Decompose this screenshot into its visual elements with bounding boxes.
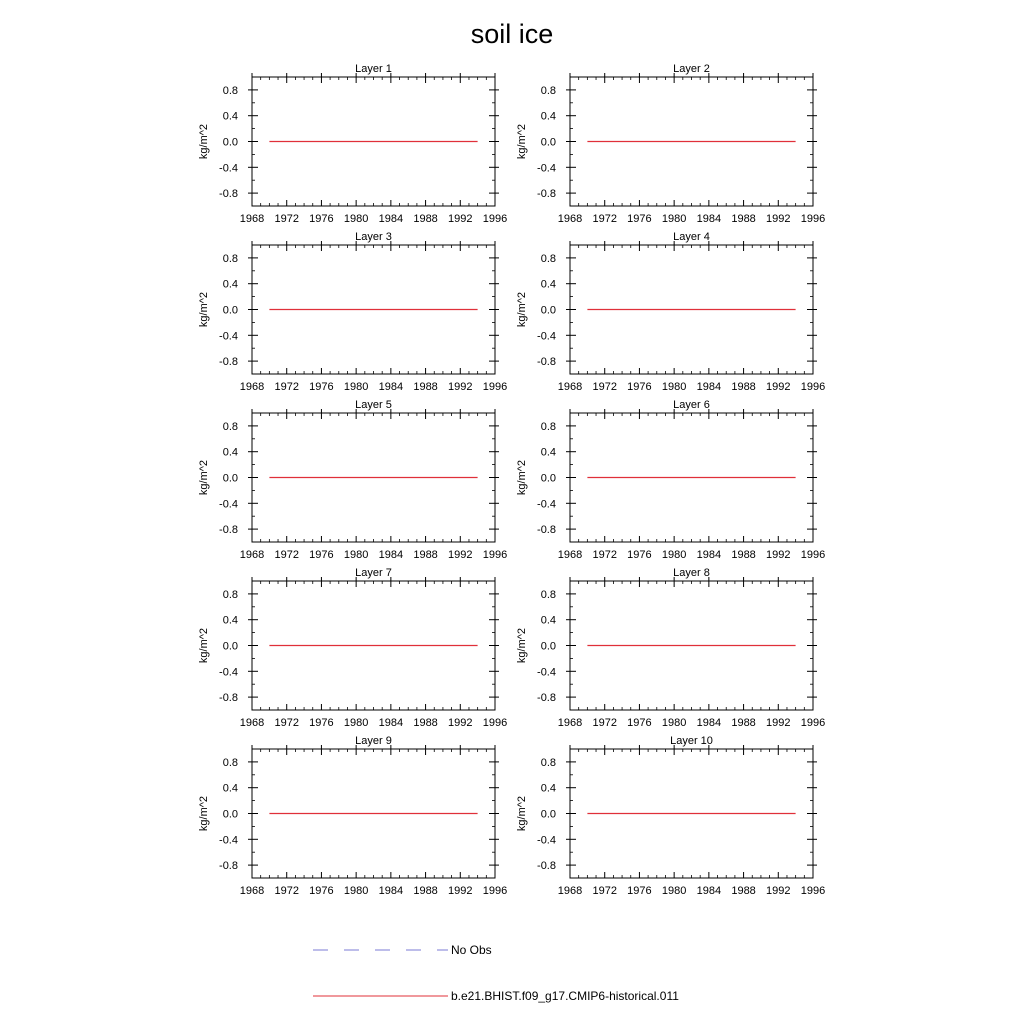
y-tick-label: -0.4	[537, 162, 556, 175]
x-tick-label: 1984	[696, 549, 722, 561]
x-tick-label: 1980	[343, 213, 369, 225]
panel-layer-2	[516, 63, 825, 225]
y-tick-label: -0.4	[219, 162, 238, 175]
x-tick-label: 1988	[731, 549, 756, 561]
x-tick-label: 1976	[309, 381, 334, 393]
y-tick-label: -0.4	[537, 498, 556, 511]
x-tick-label: 1996	[482, 549, 508, 561]
panel-layer-1	[198, 63, 507, 225]
panel-layer-9	[198, 735, 507, 897]
x-tick-label: 1976	[627, 717, 652, 729]
y-tick-label: -0.4	[537, 330, 556, 343]
x-tick-label: 1968	[239, 717, 265, 729]
x-tick-label: 1980	[343, 381, 369, 393]
panel-layer-3	[198, 231, 507, 393]
x-tick-label: 1996	[800, 213, 826, 225]
x-tick-label: 1996	[800, 717, 826, 729]
x-tick-label: 1972	[274, 381, 299, 393]
x-tick-label: 1980	[661, 885, 687, 897]
x-tick-label: 1980	[661, 549, 687, 561]
x-tick-label: 1980	[343, 717, 369, 729]
y-tick-label: -0.4	[537, 666, 556, 679]
y-tick-label: 0.0	[222, 808, 238, 821]
y-tick-label: -0.8	[219, 524, 238, 537]
y-tick-label: 0.8	[540, 756, 556, 769]
y-tick-label: 0.4	[540, 110, 556, 123]
x-tick-label: 1976	[627, 381, 652, 393]
x-tick-label: 1988	[413, 381, 438, 393]
x-tick-label: 1988	[413, 717, 438, 729]
y-tick-label: -0.8	[219, 692, 238, 705]
y-tick-label: 0.0	[540, 304, 556, 317]
y-tick-label: 0.8	[540, 84, 556, 97]
y-axis-label: kg/m^2	[516, 459, 528, 496]
panel-title: Layer 7	[355, 567, 392, 579]
x-tick-label: 1984	[378, 717, 404, 729]
panel-layer-6	[516, 399, 825, 561]
x-tick-label: 1988	[731, 717, 756, 729]
y-tick-label: 0.0	[540, 808, 556, 821]
x-tick-label: 1968	[239, 885, 265, 897]
x-tick-label: 1996	[482, 885, 508, 897]
x-tick-label: 1972	[274, 549, 299, 561]
x-tick-label: 1992	[766, 213, 791, 225]
x-tick-label: 1988	[731, 885, 756, 897]
y-tick-label: 0.8	[222, 252, 238, 265]
panel-layer-5	[198, 399, 507, 561]
x-tick-label: 1976	[627, 549, 652, 561]
x-tick-label: 1972	[274, 213, 299, 225]
x-tick-label: 1980	[661, 381, 687, 393]
x-tick-label: 1968	[557, 381, 583, 393]
x-tick-label: 1976	[309, 717, 334, 729]
y-tick-label: 0.8	[222, 588, 238, 601]
y-axis-label: kg/m^2	[198, 627, 210, 664]
x-tick-label: 1968	[557, 549, 583, 561]
x-tick-label: 1984	[378, 549, 404, 561]
y-tick-label: 0.8	[222, 420, 238, 433]
x-tick-label: 1980	[343, 549, 369, 561]
x-tick-label: 1972	[592, 381, 617, 393]
x-tick-label: 1968	[239, 381, 265, 393]
x-tick-label: 1992	[448, 213, 473, 225]
x-tick-label: 1968	[557, 213, 583, 225]
x-tick-label: 1992	[766, 381, 791, 393]
y-tick-label: -0.8	[537, 524, 556, 537]
y-axis-label: kg/m^2	[198, 291, 210, 328]
y-tick-label: 0.4	[222, 278, 238, 291]
panel-title: Layer 4	[673, 231, 710, 243]
x-tick-label: 1996	[800, 885, 826, 897]
panel-title: Layer 2	[673, 63, 710, 75]
y-tick-label: -0.8	[219, 188, 238, 201]
y-tick-label: 0.4	[222, 614, 238, 627]
y-tick-label: 0.8	[540, 420, 556, 433]
y-axis-label: kg/m^2	[516, 795, 528, 832]
panel-title: Layer 6	[673, 399, 710, 411]
y-tick-label: -0.8	[537, 860, 556, 873]
y-tick-label: 0.8	[222, 756, 238, 769]
y-axis-label: kg/m^2	[516, 291, 528, 328]
y-tick-label: -0.4	[219, 834, 238, 847]
x-tick-label: 1980	[661, 213, 687, 225]
x-tick-label: 1984	[378, 885, 404, 897]
x-tick-label: 1996	[800, 381, 826, 393]
legend-label: b.e21.BHIST.f09_g17.CMIP6-historical.011	[451, 989, 679, 1003]
y-axis-label: kg/m^2	[516, 627, 528, 664]
y-tick-label: 0.8	[540, 588, 556, 601]
y-axis-label: kg/m^2	[198, 795, 210, 832]
y-tick-label: 0.0	[540, 136, 556, 149]
x-tick-label: 1996	[482, 213, 508, 225]
x-tick-label: 1984	[696, 717, 722, 729]
y-tick-label: 0.0	[222, 472, 238, 485]
y-tick-label: 0.0	[222, 304, 238, 317]
x-tick-label: 1980	[661, 717, 687, 729]
panel-title: Layer 5	[355, 399, 392, 411]
y-tick-label: 0.8	[222, 84, 238, 97]
panel-title: Layer 9	[355, 735, 392, 747]
legend-label: No Obs	[451, 943, 492, 957]
figure-title: soil ice	[470, 19, 554, 49]
y-axis-label: kg/m^2	[516, 123, 528, 160]
x-tick-label: 1992	[448, 885, 473, 897]
x-tick-label: 1988	[731, 213, 756, 225]
legend	[313, 943, 679, 1003]
x-tick-label: 1988	[413, 549, 438, 561]
x-tick-label: 1976	[309, 213, 334, 225]
panel-layer-8	[516, 567, 825, 729]
x-tick-label: 1992	[766, 885, 791, 897]
y-tick-label: 0.4	[540, 614, 556, 627]
y-tick-label: -0.8	[537, 356, 556, 369]
y-tick-label: -0.4	[219, 330, 238, 343]
x-tick-label: 1992	[766, 549, 791, 561]
x-tick-label: 1984	[696, 213, 722, 225]
panel-layer-4	[516, 231, 825, 393]
x-tick-label: 1972	[274, 717, 299, 729]
panel-title: Layer 8	[673, 567, 710, 579]
y-tick-label: 0.4	[540, 782, 556, 795]
panel-title: Layer 10	[670, 735, 713, 747]
x-tick-label: 1996	[800, 549, 826, 561]
y-tick-label: 0.4	[222, 446, 238, 459]
panel-grid	[198, 63, 825, 897]
x-tick-label: 1968	[557, 885, 583, 897]
panel-title: Layer 1	[355, 63, 392, 75]
y-tick-label: -0.8	[219, 860, 238, 873]
x-tick-label: 1972	[592, 549, 617, 561]
x-tick-label: 1988	[413, 213, 438, 225]
x-tick-label: 1976	[309, 549, 334, 561]
y-tick-label: 0.0	[540, 640, 556, 653]
x-tick-label: 1996	[482, 717, 508, 729]
x-tick-label: 1984	[696, 885, 722, 897]
y-tick-label: 0.0	[222, 136, 238, 149]
x-tick-label: 1984	[696, 381, 722, 393]
x-tick-label: 1968	[557, 717, 583, 729]
x-tick-label: 1988	[731, 381, 756, 393]
panel-title: Layer 3	[355, 231, 392, 243]
panel-layer-7	[198, 567, 507, 729]
y-tick-label: -0.4	[219, 666, 238, 679]
x-tick-label: 1992	[448, 381, 473, 393]
y-tick-label: 0.0	[222, 640, 238, 653]
y-tick-label: -0.8	[219, 356, 238, 369]
y-tick-label: 0.4	[222, 782, 238, 795]
x-tick-label: 1972	[592, 213, 617, 225]
y-tick-label: -0.8	[537, 188, 556, 201]
y-tick-label: -0.4	[537, 834, 556, 847]
y-tick-label: 0.4	[540, 278, 556, 291]
x-tick-label: 1972	[592, 717, 617, 729]
y-tick-label: 0.4	[540, 446, 556, 459]
panel-layer-10	[516, 735, 825, 897]
y-tick-label: 0.8	[540, 252, 556, 265]
y-tick-label: 0.0	[540, 472, 556, 485]
y-axis-label: kg/m^2	[198, 459, 210, 496]
x-tick-label: 1992	[448, 717, 473, 729]
x-tick-label: 1992	[766, 717, 791, 729]
x-tick-label: 1984	[378, 381, 404, 393]
x-tick-label: 1968	[239, 213, 265, 225]
x-tick-label: 1972	[274, 885, 299, 897]
x-tick-label: 1984	[378, 213, 404, 225]
x-tick-label: 1992	[448, 549, 473, 561]
x-tick-label: 1988	[413, 885, 438, 897]
x-tick-label: 1976	[309, 885, 334, 897]
y-tick-label: 0.4	[222, 110, 238, 123]
y-tick-label: -0.4	[219, 498, 238, 511]
x-tick-label: 1996	[482, 381, 508, 393]
x-tick-label: 1976	[627, 213, 652, 225]
x-tick-label: 1972	[592, 885, 617, 897]
x-tick-label: 1980	[343, 885, 369, 897]
x-tick-label: 1976	[627, 885, 652, 897]
y-axis-label: kg/m^2	[198, 123, 210, 160]
y-tick-label: -0.8	[537, 692, 556, 705]
x-tick-label: 1968	[239, 549, 265, 561]
